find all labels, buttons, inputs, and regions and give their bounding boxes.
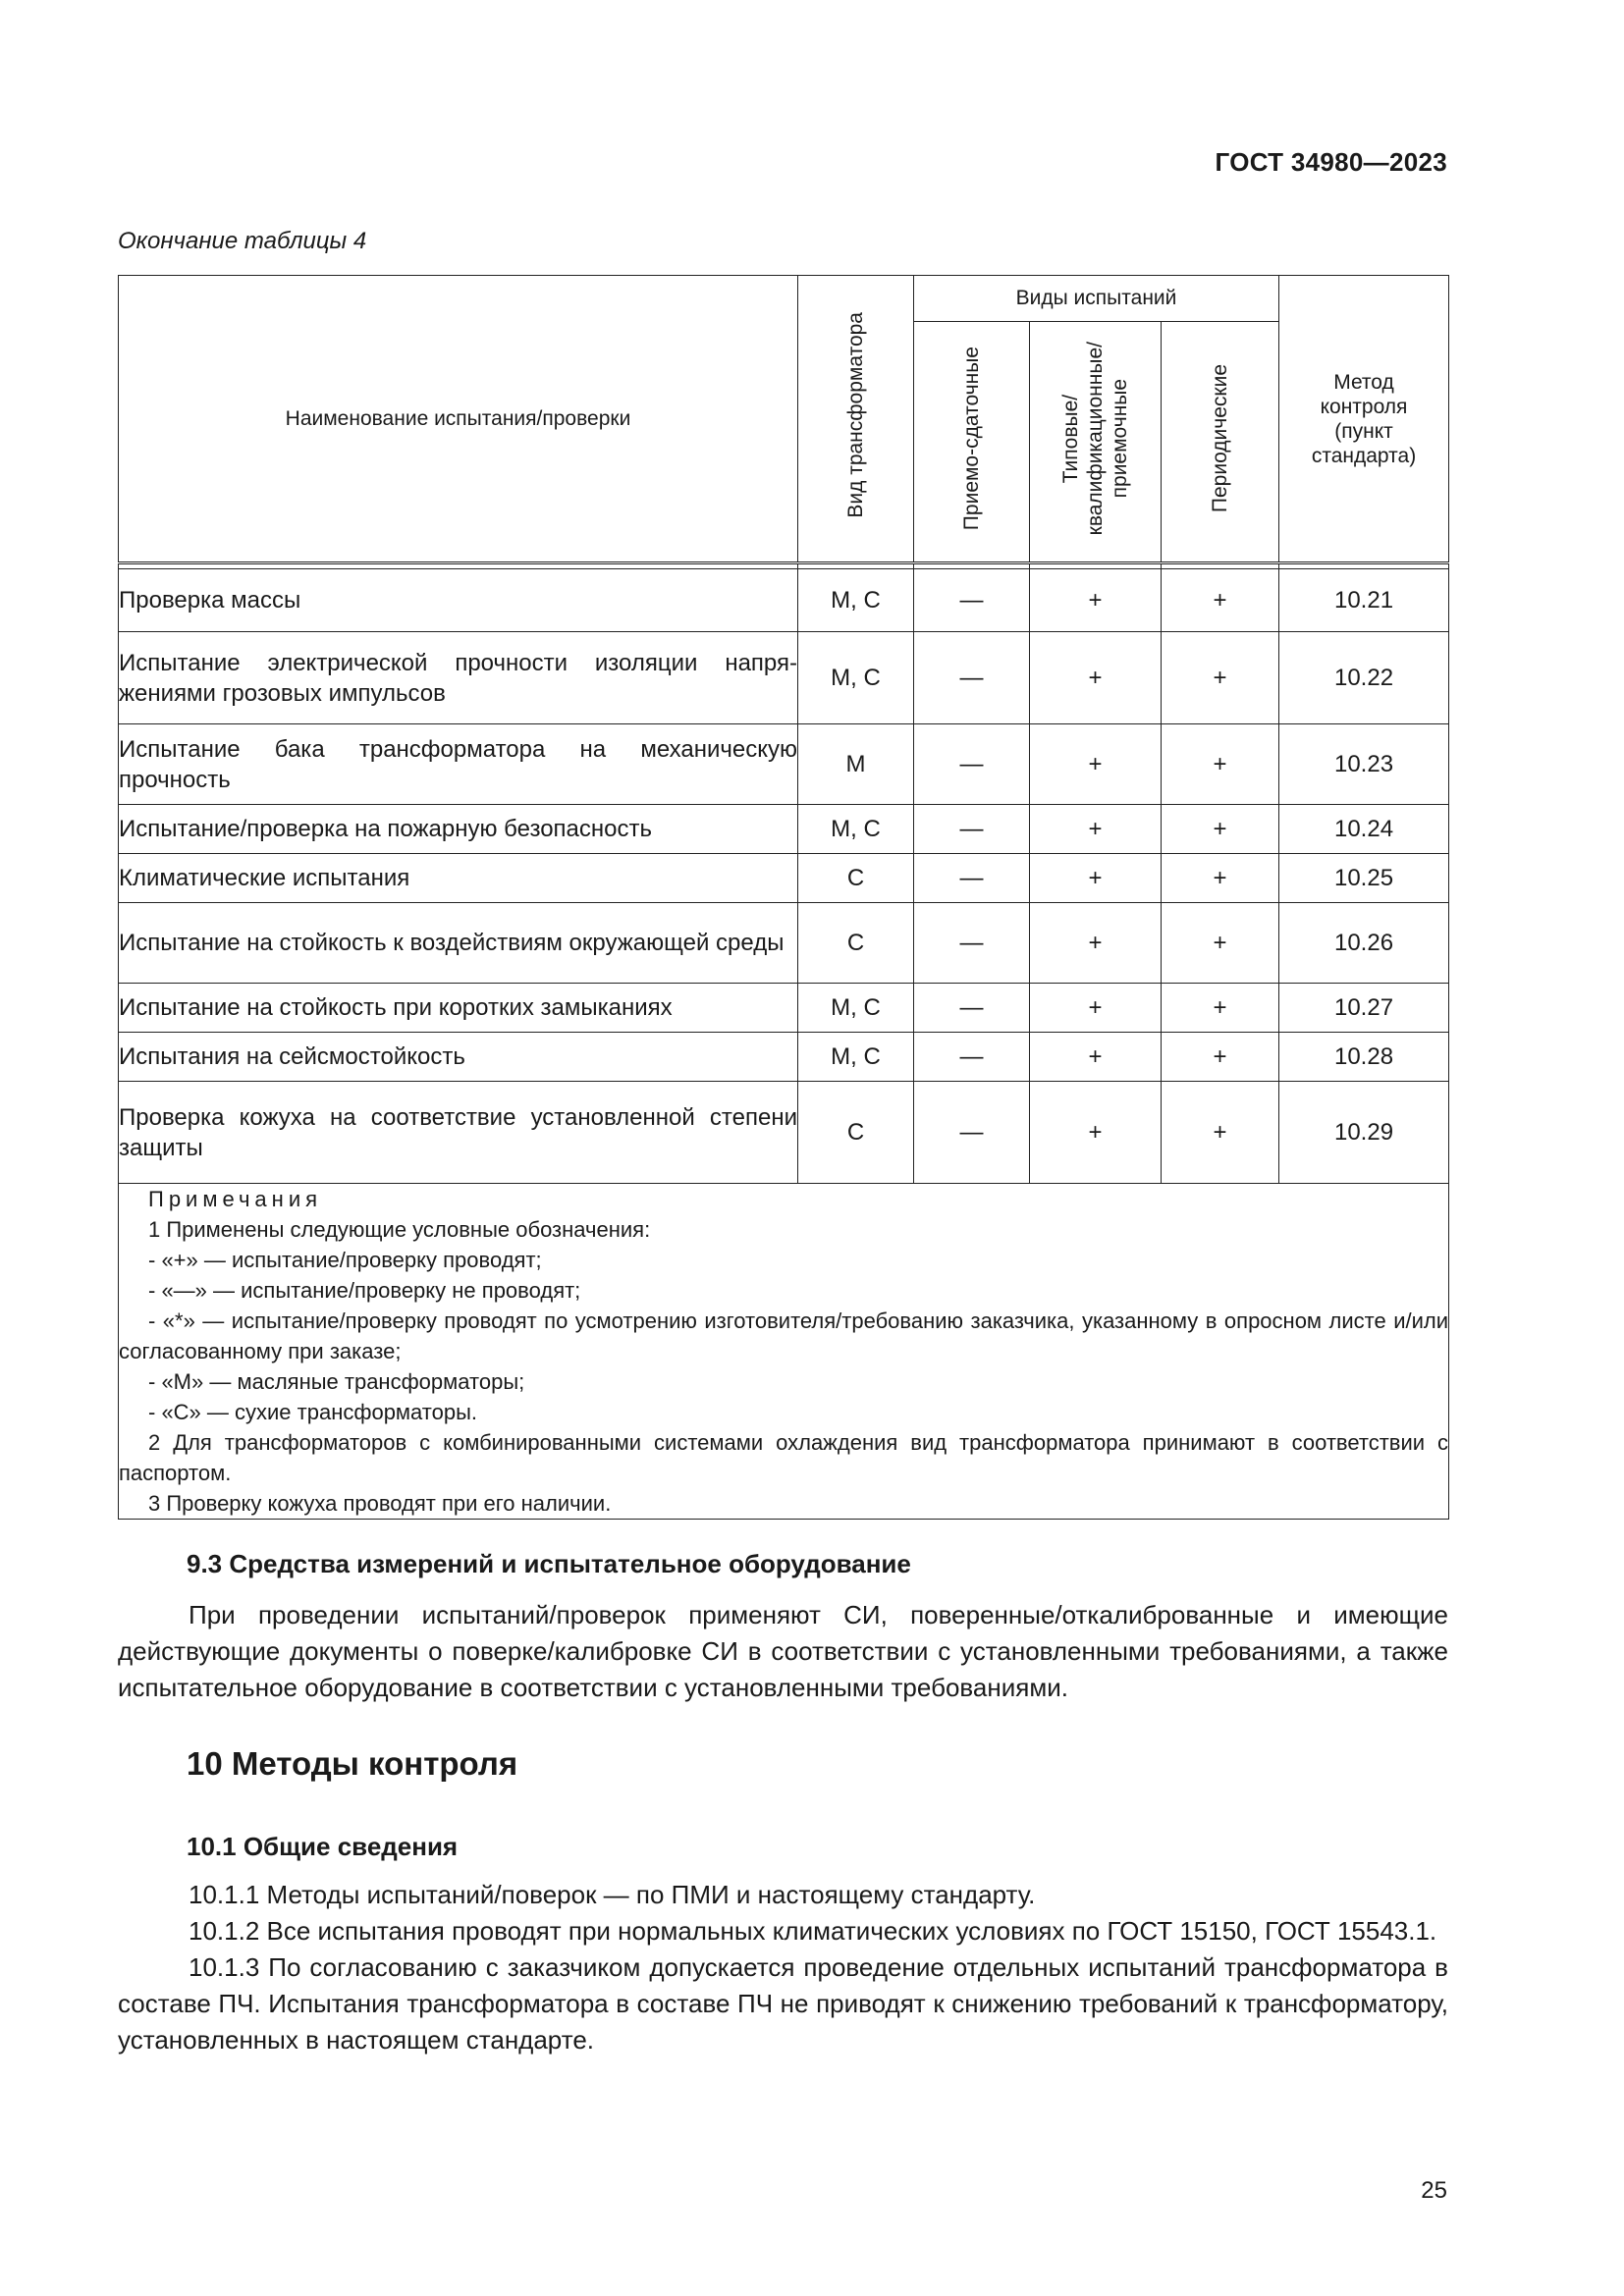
tests-table (118, 275, 1449, 1520)
cell-test-name: Испытание электрической прочности изоляции напряжениями грозовых импульсов (119, 632, 798, 724)
cell-transformer-type: М, С (798, 984, 914, 1033)
cell-type-qual: + (1030, 1082, 1162, 1184)
cell-transformer-type: М, С (798, 569, 914, 632)
cell-acceptance: — (914, 1082, 1030, 1184)
section-10-1-heading: 10.1 Общие сведения (187, 1832, 459, 1861)
header-type-qual: Типовые/ квалификационные/ приемочные (1030, 322, 1162, 563)
cell-type-qual: + (1030, 724, 1162, 805)
cell-test-name: Проверка кожуха на соответствие установленной степени защиты (119, 1082, 798, 1184)
cell-acceptance: — (914, 903, 1030, 984)
page-number: 25 (1421, 2177, 1447, 2204)
cell-acceptance: — (914, 1033, 1030, 1082)
cell-transformer-type: С (798, 1082, 914, 1184)
cell-method: 10.23 (1279, 724, 1449, 805)
cell-test-name: Климатические испытания (119, 854, 798, 903)
cell-method: 10.24 (1279, 805, 1449, 854)
cell-transformer-type: С (798, 854, 914, 903)
note-line: 3 Проверку кожуха проводят при его наличии. (148, 1491, 612, 1516)
cell-periodic: + (1162, 1033, 1279, 1082)
table-notes (119, 1184, 1449, 1520)
document-id: ГОСТ 34980—2023 (1215, 147, 1447, 177)
table-row (119, 903, 1449, 984)
section-9-3-text: При проведении испытаний/проверок применяют СИ, поверенные/откалиброванные и имеющие действующие документы о поверке/калибровке СИ в соответствии с установленными требованиями, а также испытательное оборудование в соответствии с установленными требованиями. (118, 1600, 1448, 1702)
cell-type-qual: + (1030, 854, 1162, 903)
header-method: Метод контроля (пункт стандарта) (1279, 276, 1449, 563)
note-line: - «—» — испытание/проверку не проводят; (148, 1278, 581, 1303)
cell-method: 10.25 (1279, 854, 1449, 903)
cell-test-name: Испытание/проверка на пожарную безопасность (119, 805, 798, 854)
cell-method: 10.27 (1279, 984, 1449, 1033)
cell-acceptance: — (914, 984, 1030, 1033)
table-caption: Окончание таблицы 4 (118, 228, 367, 254)
paragraph-10-1-3: 10.1.3 По согласованию с заказчиком допускается проведение отдельных испытаний трансформатора в составе ПЧ. Испытания трансформатора в составе ПЧ не приводят к снижению требований к трансформатору, установленных в настоящем стандарте. (118, 1952, 1448, 2055)
cell-acceptance: — (914, 805, 1030, 854)
cell-type-qual: + (1030, 903, 1162, 984)
cell-type-qual: + (1030, 984, 1162, 1033)
cell-acceptance: — (914, 569, 1030, 632)
cell-periodic: + (1162, 903, 1279, 984)
cell-test-name: Проверка массы (119, 569, 798, 632)
cell-acceptance: — (914, 724, 1030, 805)
cell-periodic: + (1162, 724, 1279, 805)
note-line: - «С» — сухие трансформаторы. (148, 1400, 478, 1424)
cell-test-name: Испытания на сейсмостойкость (119, 1033, 798, 1082)
note-line: 1 Применены следующие условные обозначения: (148, 1217, 651, 1242)
cell-periodic: + (1162, 854, 1279, 903)
cell-transformer-type: М, С (798, 805, 914, 854)
section-10-heading: 10 Методы контроля (187, 1745, 518, 1782)
table-row (119, 805, 1449, 854)
section-9-3-heading: 9.3 Средства измерений и испытательное оборудование (187, 1549, 911, 1578)
cell-type-qual: + (1030, 632, 1162, 724)
cell-transformer-type: М (798, 724, 914, 805)
cell-transformer-type: С (798, 903, 914, 984)
header-acceptance: Приемо-сдаточные (914, 322, 1030, 563)
cell-type-qual: + (1030, 805, 1162, 854)
note-line: - «М» — масляные трансформаторы; (148, 1369, 525, 1394)
header-name: Наименование испытания/проверки (119, 276, 798, 563)
paragraph-10-1-1: 10.1.1 Методы испытаний/поверок — по ПМИ и настоящему стандарту. (189, 1880, 1036, 1909)
note-line: - «*» — испытание/проверку проводят по усмотрению изготовителя/требованию заказчика, указанному в опросном листе и/или согласованному при заказе; (119, 1308, 1449, 1363)
cell-periodic: + (1162, 632, 1279, 724)
cell-periodic: + (1162, 805, 1279, 854)
table-row (119, 1082, 1449, 1184)
note-line: 2 Для трансформаторов с комбинированными системами охлаждения вид трансформатора принимают в соответствии с паспортом. (119, 1430, 1449, 1485)
cell-acceptance: — (914, 632, 1030, 724)
header-periodic: Периодические (1162, 322, 1279, 563)
cell-test-name: Испытание на стойкость при коротких замыканиях (119, 984, 798, 1033)
table-row (119, 632, 1449, 724)
header-test-types: Виды испытаний (914, 276, 1279, 322)
table-row (119, 724, 1449, 805)
paragraph-10-1-2: 10.1.2 Все испытания проводят при нормальных климатических условиях по ГОСТ 15150, ГОСТ 15543.1. (189, 1916, 1437, 1946)
cell-transformer-type: М, С (798, 632, 914, 724)
header-transformer-type: Вид трансформатора (798, 276, 914, 563)
table-row (119, 854, 1449, 903)
cell-periodic: + (1162, 984, 1279, 1033)
cell-test-name: Испытание бака трансформатора на механическую прочность (119, 724, 798, 805)
cell-method: 10.22 (1279, 632, 1449, 724)
cell-acceptance: — (914, 854, 1030, 903)
table-row (119, 569, 1449, 632)
cell-method: 10.28 (1279, 1033, 1449, 1082)
table-row (119, 984, 1449, 1033)
cell-method: 10.29 (1279, 1082, 1449, 1184)
cell-periodic: + (1162, 569, 1279, 632)
cell-type-qual: + (1030, 1033, 1162, 1082)
cell-periodic: + (1162, 1082, 1279, 1184)
note-line: - «+» — испытание/проверку проводят; (148, 1248, 542, 1272)
cell-type-qual: + (1030, 569, 1162, 632)
cell-method: 10.26 (1279, 903, 1449, 984)
cell-method: 10.21 (1279, 569, 1449, 632)
table-row (119, 1033, 1449, 1082)
notes-title: Примечания (148, 1187, 323, 1211)
cell-transformer-type: М, С (798, 1033, 914, 1082)
section-10-1-text (118, 1877, 1448, 2058)
cell-test-name: Испытание на стойкость к воздействиям окружающей среды (119, 903, 798, 984)
